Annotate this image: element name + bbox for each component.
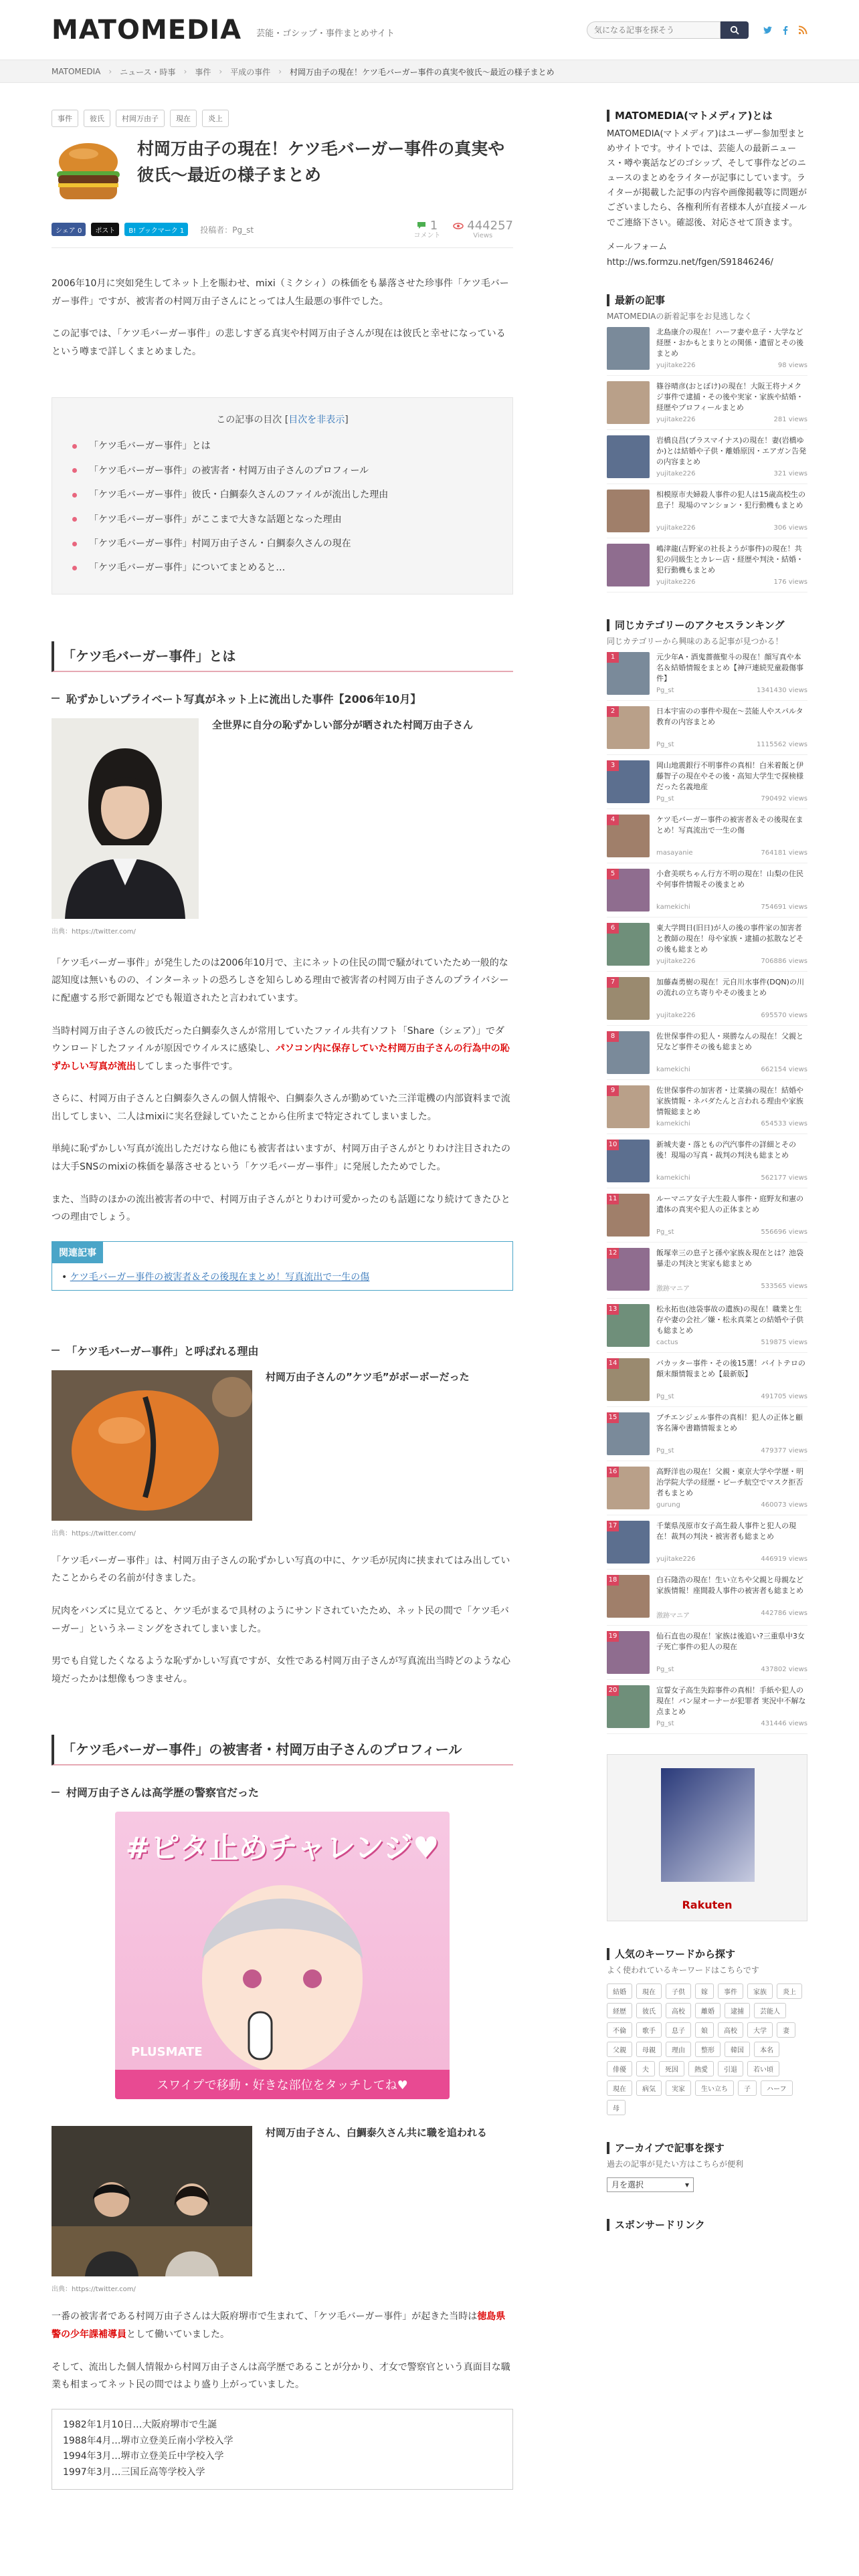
tag-link[interactable]: 現在 xyxy=(170,110,197,127)
rank-badge: 13 xyxy=(607,1304,619,1315)
keyword-tag[interactable]: 父親 xyxy=(607,2042,632,2057)
article-author: kamekichi xyxy=(656,1065,690,1073)
article-views: 321 views xyxy=(773,469,807,477)
keyword-tag[interactable]: 大学 xyxy=(747,2022,773,2038)
article-title-link[interactable]: 新城夫妻・落ともの汽汽事件の詳細とその後！現場の写真・裁判の判決も総まとめ xyxy=(656,1140,796,1160)
book-cover xyxy=(661,1768,755,1882)
article-title-link[interactable]: 日本宇宙のの事件や現在〜芸能人やスパルタ教育の内容まとめ xyxy=(656,706,803,726)
sidebar-article[interactable] xyxy=(607,1299,807,1353)
article-views: 654533 views xyxy=(761,1119,807,1128)
sidebar-article[interactable] xyxy=(607,430,807,484)
article-title-link[interactable]: 千葉県茂原市女子高生殺人事件と犯人の現在！裁判の判決・被害者も総まとめ xyxy=(656,1521,796,1541)
sidebar-article[interactable] xyxy=(607,322,807,376)
ad-title: #ピタ止めチャレンジ♥ xyxy=(125,1831,440,1866)
article-views: 519875 views xyxy=(761,1338,807,1346)
subsection-heading: 恥ずかしいプライベート写真がネット上に流出した事件【2006年10月】 xyxy=(52,691,513,706)
timeline-item: 1994年3月…堺市立登美丘中学校入学 xyxy=(63,2451,224,2462)
keyword-tag[interactable]: 彼氏 xyxy=(636,2003,662,2018)
timeline-item: 1997年3月…三国丘高等学校入学 xyxy=(63,2467,205,2478)
keyword-tag[interactable]: 家族 xyxy=(747,1983,773,1999)
ad-footer-text: スワイプで移動・好きな部位をタッチしてね♥ xyxy=(115,2070,450,2099)
search-form xyxy=(587,21,749,39)
sidebar xyxy=(607,110,807,2490)
article-author: Pg_st xyxy=(656,686,674,694)
keyword-tag[interactable]: 理由 xyxy=(666,2042,691,2057)
comment-count[interactable]: 1 コメント xyxy=(413,218,441,240)
tag-link[interactable]: 村岡万由子 xyxy=(116,110,165,127)
rakuten-logo: Rakuten xyxy=(682,1898,733,1911)
sidebar-article[interactable] xyxy=(607,918,807,972)
keyword-tag[interactable]: 歌手 xyxy=(636,2022,662,2038)
section-heading: 「ケツ毛バーガー事件」の被害者・村岡万由子さんのプロフィール xyxy=(52,1735,513,1765)
timeline-item: 1982年1月10日…大阪府堺市で生誕 xyxy=(63,2419,217,2430)
keyword-title: 人気のキーワードから探す xyxy=(607,1948,807,1960)
keyword-tag[interactable]: 熱愛 xyxy=(688,2061,714,2076)
tag-link[interactable]: 炎上 xyxy=(202,110,229,127)
rank-badge: 9 xyxy=(607,1085,619,1096)
sidebar-article[interactable] xyxy=(607,1026,807,1080)
tag-link[interactable]: 彼氏 xyxy=(84,110,110,127)
keyword-tag[interactable]: 嫁 xyxy=(695,1983,714,1999)
sidebar-article[interactable] xyxy=(607,1626,807,1680)
toc-item[interactable]: 「ケツ毛バーガー事件」についてまとめると… xyxy=(72,556,492,580)
latest-articles xyxy=(607,322,807,593)
subsection-heading: 村岡万由子さんは高学歴の警察官だった xyxy=(52,1784,513,1800)
keyword-tag[interactable]: 引退 xyxy=(718,2061,743,2076)
article xyxy=(52,110,513,2490)
keyword-tag[interactable]: ハーフ xyxy=(761,2080,793,2096)
article-author: yujitake226 xyxy=(656,415,696,423)
sidebar-article[interactable] xyxy=(607,701,807,755)
keyword-tag[interactable]: 高校 xyxy=(666,2003,691,2018)
article-title-link[interactable]: 元少年A・酒鬼薔薇聖斗の現在！顔写真や本名＆結婚情報をまとめ【神戸連続児童殺傷事件】 xyxy=(656,652,803,683)
sidebar-article[interactable] xyxy=(607,538,807,593)
x-post-button[interactable]: ポスト xyxy=(91,223,119,236)
article-title-link[interactable]: 加藤森勇樹の現在！元自川水事件(DQN)の川の流れの立ち寄りやその後まとめ xyxy=(656,977,804,997)
article-author: masayanie xyxy=(656,849,693,857)
keyword-tag[interactable]: 現在 xyxy=(607,2080,632,2096)
keyword-tag[interactable]: 死因 xyxy=(659,2061,684,2076)
image-source: 出典：https://twitter.com/ xyxy=(52,2286,136,2294)
article-author: Pg_st xyxy=(656,1392,674,1400)
sidebar-article[interactable] xyxy=(607,1080,807,1134)
breadcrumb-separator: › xyxy=(108,67,112,76)
article-author: yujitake226 xyxy=(656,361,696,369)
site-header xyxy=(0,0,859,60)
rank-badge: 10 xyxy=(607,1140,619,1150)
sidebar-article[interactable] xyxy=(607,1188,807,1243)
rank-badge: 12 xyxy=(607,1248,619,1259)
toc-item[interactable]: 「ケツ毛バーガー事件」とは xyxy=(72,434,492,458)
article-author: gurung xyxy=(656,1501,680,1509)
image-caption: 全世界に自分の恥ずかしい部分が晒された村岡万由子さん xyxy=(212,718,474,731)
article-views: 764181 views xyxy=(761,849,807,857)
keyword-tag[interactable]: 離婚 xyxy=(695,2003,721,2018)
breadcrumb-separator: › xyxy=(278,67,282,76)
subsection-heading: 「ケツ毛バーガー事件」と呼ばれる理由 xyxy=(52,1343,513,1358)
couple-photo xyxy=(52,2126,252,2276)
search-input[interactable] xyxy=(587,21,721,39)
chevron-down-icon: ▾ xyxy=(684,2179,689,2189)
image-caption: 村岡万由子さん、白鯛泰久さん共に職を追われる xyxy=(266,2127,487,2139)
article-title-link[interactable]: 東大学問日(旧日)が人の後の事件家の加害者と教師の現在！母や家族・逮捕の拡散などその後も総まとめ xyxy=(656,923,803,954)
timeline-item: 1988年4月…堺市立登美丘南小学校入学 xyxy=(63,2435,233,2446)
sidebar-article[interactable] xyxy=(607,863,807,918)
article-author: Pg_st xyxy=(656,1719,674,1727)
section-heading: 「ケツ毛バーガー事件」とは xyxy=(52,641,513,672)
latest-subtitle: MATOMEDIAの新着記事をお見逃しなく xyxy=(607,311,753,321)
image-source: 出典：https://twitter.com/ xyxy=(52,1529,136,1537)
rank-badge: 6 xyxy=(607,923,619,934)
article-thumbnail xyxy=(607,544,650,586)
article-views: 662154 views xyxy=(761,1065,807,1073)
rank-badge: 8 xyxy=(607,1031,619,1042)
keyword-tag[interactable]: 夫 xyxy=(636,2061,655,2076)
social-links xyxy=(763,25,807,35)
article-views: 754691 views xyxy=(761,903,807,911)
article-title-link[interactable]: ケツ毛バーガー事件の被害者＆その後現在まとめ！写真流出で一生の傷 xyxy=(656,815,803,835)
article-author: yujitake226 xyxy=(656,1555,696,1563)
rank-badge: 20 xyxy=(607,1685,619,1696)
facebook-icon[interactable] xyxy=(781,25,790,35)
article-title-link[interactable]: 篠谷晴彦(おとぼけ)の現在！大阪王将ナメクジ事件で逮捕・その後や実家・家族や結婚・経歴やプロフィールまとめ xyxy=(656,381,803,412)
article-views: 176 views xyxy=(773,578,807,586)
rank-badge: 3 xyxy=(607,760,619,771)
site-logo[interactable]: MATOMEDIA xyxy=(52,15,242,45)
portrait-photo xyxy=(52,718,199,919)
keyword-tag[interactable]: 母親 xyxy=(636,2042,662,2057)
toc-toggle-link[interactable]: 目次を非表示 xyxy=(288,415,345,426)
article-views: 1341430 views xyxy=(757,686,807,694)
article-views: 281 views xyxy=(773,415,807,423)
body-paragraph: 尻肉をバンズに見立てると、ケツ毛がまるで具材のようにサンドされていたため、ネット民の間で「ケツ毛バーガー」というネーミングをされてしまいました。 xyxy=(52,1606,509,1634)
rank-badge: 5 xyxy=(607,869,619,879)
breadcrumb-home[interactable]: MATOMEDIA xyxy=(52,67,101,76)
intro-paragraph: この記事では、「ケツ毛バーガー事件」の悲しすぎる真実や村岡万由子さんが現在は彼氏と幸せになっているという噂まで詳しくまとめました。 xyxy=(52,328,506,357)
breadcrumb-separator: › xyxy=(183,67,187,76)
table-of-contents: この記事の目次 [目次を非表示] 「ケツ毛バーガー事件」とは 「ケツ毛バーガー事件」の被害者・村岡万由子さんのプロフィール 「ケツ毛バーガー事件」彼氏・白鯛泰久さんのファイルが流出した理由 「ケツ毛バーガー事件」がここまで大きな話題となった理由 「ケツ毛バーガー事件」村岡万由子さん・白鯛泰久さんの現在 「ケツ毛バーガー事件」についてまとめると… xyxy=(52,397,513,594)
article-title-link[interactable]: 宣誓女子高生失踪事件の真相！手紙や犯人の現在！パン屋オーナーが犯罪者 実況中不解な点まとめ xyxy=(656,1685,806,1716)
view-count: 444257 Views xyxy=(453,219,513,240)
article-author: Pg_st xyxy=(656,1228,674,1236)
hatena-bookmark-button[interactable]: B! ブックマーク 1 xyxy=(124,223,188,236)
article-author: Pg_st xyxy=(656,740,674,748)
rank-badge: 1 xyxy=(607,652,619,663)
article-title-link[interactable]: 佐世保事件の犯人・瑛勝なんの現在！父親と兄など事件その後も総まとめ xyxy=(656,1031,803,1051)
hamburger-thumbnail xyxy=(52,136,125,203)
article-title-link[interactable]: 白石隆浩の現在！生い立ちや父親と母親など家族情報！座間殺人事件の被害者も総まとめ xyxy=(656,1575,803,1595)
body-paragraph: 男でも自覚したくなるような恥ずかしい写真ですが、女性である村岡万由子さんが写真流出当時どのような心境だったかは想像もつきません。 xyxy=(52,1656,510,1685)
site-tagline: 芸能・ゴシップ・事件まとめサイト xyxy=(256,28,395,39)
keyword-cloud xyxy=(607,1983,807,2115)
body-paragraph: また、当時のほかの流出被害者の中で、村岡万由子さんがとりわけ可愛かったのも話題になり続けてきたひとつの理由でしょう。 xyxy=(52,1194,510,1223)
keyword-tag[interactable]: 息子 xyxy=(666,2022,691,2038)
sidebar-article[interactable] xyxy=(607,1134,807,1188)
article-views: 790492 views xyxy=(761,794,807,802)
latest-title: 最新の記事 xyxy=(607,294,807,306)
image-source: 出典：https://twitter.com/ xyxy=(52,928,136,936)
article-thumbnail xyxy=(607,327,650,370)
keyword-tag[interactable]: 経歴 xyxy=(607,2003,632,2018)
eye-icon xyxy=(453,223,464,229)
article-title-link[interactable]: ルーマニア女子大生殺人事件・庭野友和憲の遺体の真実や犯人の正体まとめ xyxy=(656,1194,803,1214)
rank-badge: 14 xyxy=(607,1358,619,1369)
keyword-tag[interactable]: 結婚 xyxy=(607,1983,632,1999)
sidebar-article[interactable] xyxy=(607,1243,807,1299)
body-paragraph: 一番の被害者である村岡万由子さんは大阪府堺市で生まれて、「ケツ毛バーガー事件」が起きた当時は徳島県警の少年課補導員として働いていました。 xyxy=(52,2311,506,2340)
keyword-tag[interactable]: 整形 xyxy=(695,2042,721,2057)
sidebar-article[interactable] xyxy=(607,484,807,538)
article-author: kamekichi xyxy=(656,1174,690,1182)
keyword-tag[interactable]: 韓国 xyxy=(725,2042,750,2057)
article-author: 激跡マニア xyxy=(656,1285,690,1293)
ranking-title: 同じカテゴリーのアクセスランキング xyxy=(607,619,807,631)
keyword-tag[interactable]: 子 xyxy=(738,2080,757,2096)
article-views: 431446 views xyxy=(761,1719,807,1727)
rank-badge: 7 xyxy=(607,977,619,988)
keyword-tag[interactable]: 不倫 xyxy=(607,2022,632,2038)
toc-item[interactable]: 「ケツ毛バーガー事件」村岡万由子さん・白鯛泰久さんの現在 xyxy=(72,532,492,556)
intro-paragraph: 2006年10月に突如発生してネット上を賑わせ、mixi（ミクシィ）の株価をも暴落させた珍事件「ケツ毛バーガー事件」ですが、被害者の村岡万由子さんにとっては人生最悪の事件でした。 xyxy=(52,278,509,307)
keyword-tag[interactable]: 娘 xyxy=(695,2022,714,2038)
article-author: 激跡マニア xyxy=(656,1612,690,1620)
sidebar-article[interactable] xyxy=(607,755,807,809)
rank-badge: 15 xyxy=(607,1412,619,1423)
article-views: 306 views xyxy=(773,524,807,532)
keyword-tag[interactable]: 生い立ち xyxy=(695,2080,734,2096)
article-author: cactus xyxy=(656,1338,678,1346)
article-views: 695570 views xyxy=(761,1011,807,1019)
article-title-link[interactable]: 岡山地震銀行不明事件の真相！白米着飯と伊藤智子の現在やその後・高知大学生で探検様だった名義地産 xyxy=(656,760,803,791)
breadcrumb-current: 村岡万由子の現在！ケツ毛バーガー事件の真実や彼氏〜最近の様子まとめ xyxy=(290,67,555,77)
keyword-tag[interactable]: 逮捕 xyxy=(725,2003,750,2018)
rank-badge: 18 xyxy=(607,1575,619,1586)
article-thumbnail xyxy=(607,490,650,532)
persimmon-photo xyxy=(52,1370,252,1521)
rank-badge: 2 xyxy=(607,706,619,717)
sidebar-article[interactable] xyxy=(607,376,807,430)
article-views: 706886 views xyxy=(761,957,807,965)
rank-badge: 4 xyxy=(607,815,619,825)
article-views: 556696 views xyxy=(761,1228,807,1236)
article-title: 村岡万由子の現在！ケツ毛バーガー事件の真実や彼氏〜最近の様子まとめ xyxy=(137,139,505,185)
article-author: Pg_st xyxy=(656,794,674,802)
article-title-link[interactable]: 飯塚幸三の息子と孫や家族＆現在とは？池袋暴走の判決と実家も総まとめ xyxy=(656,1248,803,1268)
article-title-link[interactable]: バカッター事件・その後15選！バイトテロの顛末顔情報まとめ【最新版】 xyxy=(656,1358,805,1378)
keyword-tag[interactable]: 実家 xyxy=(666,2080,691,2096)
article-title-link[interactable]: 佐世保事件の加害者・辻菜摘の現在！結婚や家族情報・ネバダたんと言われる理由や家族情報総まとめ xyxy=(656,1085,803,1116)
body-paragraph: 当時村岡万由子さんの彼氏だった白鯛泰久さんが常用していたファイル共有ソフト「Share（シェア）」でダウンロードしたファイルが原因でウイルスに感染し、パソコン内に保存していた村岡万由子さんの行為中の恥ずかしい写真が流出してしまった事件です。 xyxy=(52,1025,510,1072)
sidebar-article[interactable] xyxy=(607,1353,807,1407)
article-views: 460073 views xyxy=(761,1501,807,1509)
article-views: 533565 views xyxy=(761,1282,807,1290)
mailform-label: メールフォーム xyxy=(607,241,668,252)
keyword-tag[interactable]: 現在 xyxy=(636,1983,662,1999)
sidebar-article[interactable] xyxy=(607,1680,807,1734)
mailform-link[interactable]: http://ws.formzu.net/fgen/S91846246/ xyxy=(607,257,773,267)
article-views: 98 views xyxy=(777,361,807,369)
twitter-icon[interactable] xyxy=(763,25,773,35)
archive-month-select[interactable]: 月を選択 ▾ xyxy=(607,2177,694,2192)
sponsor-title: スポンサードリンク xyxy=(607,2219,807,2231)
toc-item[interactable]: 「ケツ毛バーガー事件」の被害者・村岡万由子さんのプロフィール xyxy=(72,459,492,483)
advertisement-banner[interactable] xyxy=(115,1812,450,2099)
keyword-tag[interactable]: 母 xyxy=(607,2100,626,2115)
breadcrumb-heisei[interactable]: 平成の事件 xyxy=(230,67,271,77)
article-author: kamekichi xyxy=(656,1119,690,1128)
toc-item[interactable]: 「ケツ毛バーガー事件」彼氏・白鯛泰久さんのファイルが流出した理由 xyxy=(72,483,492,507)
breadcrumb-separator: › xyxy=(219,67,223,76)
about-text: MATOMEDIA(マトメディア)はユーザー参加型まとめサイトです。サイトでは、芸能人の最新ニュース・噂や裏話などのゴシップ、そして事件などのニュースのまとめをライターが記事にしています。ライターが掲載した記事の内容や画像掲載等に問題がございましたら、各権利所有者様本人が直接メールでご連絡下さい。確認後、対応させて頂きます。 xyxy=(607,129,807,228)
article-views: 437802 views xyxy=(761,1665,807,1673)
body-paragraph: そして、流出した個人情報から村岡万由子さんは高学歴であることが分かり、才女で警察官という真面目な職業も相まってネット民の間ではより盛り上がっていました。 xyxy=(52,2361,510,2391)
toc-item[interactable]: 「ケツ毛バーガー事件」がここまで大きな話題となった理由 xyxy=(72,508,492,532)
sidebar-article[interactable] xyxy=(607,1407,807,1461)
article-author: yujitake226 xyxy=(656,957,696,965)
rank-badge: 16 xyxy=(607,1467,619,1477)
sidebar-article[interactable] xyxy=(607,972,807,1026)
rakuten-ad[interactable] xyxy=(607,1754,807,1921)
article-views: 442786 views xyxy=(761,1609,807,1617)
tag-link[interactable]: 事件 xyxy=(52,110,78,127)
body-paragraph: さらに、村岡万由子さんと白鯛泰久さんの個人情報や、白鯛泰久さんが勤めていた三洋電機の内部資料まで流出してしまい、二人はmixiに実名登録していたことから住所まで特定されてしまいました。 xyxy=(52,1093,510,1122)
search-button[interactable] xyxy=(721,21,749,39)
article-author: yujitake226 xyxy=(656,524,696,532)
article-author: kamekichi xyxy=(656,903,690,911)
article-author: Pg_st xyxy=(656,1665,674,1673)
article-thumbnail xyxy=(607,435,650,478)
comment-icon xyxy=(417,221,426,229)
ad-brand: PLUSMATE xyxy=(131,2045,203,2060)
breadcrumb-news[interactable]: ニュース・時事 xyxy=(120,67,176,77)
keyword-tag[interactable]: 子供 xyxy=(666,1983,691,1999)
breadcrumb-incident[interactable]: 事件 xyxy=(195,67,211,77)
article-title-link[interactable]: 嶋津龍(吉野家の社長ようが事件)の現在！共犯の同級生とカレー店・経歴や判決・結婚・犯行動機もまとめ xyxy=(656,544,803,574)
keyword-tag[interactable]: 若い頃 xyxy=(747,2061,779,2076)
rank-badge: 17 xyxy=(607,1521,619,1531)
article-title-link[interactable]: ブチエンジェル事件の真相！犯人の正体と顧客名簿や書籍情報まとめ xyxy=(656,1412,803,1432)
archive-title: アーカイブで記事を探す xyxy=(607,2142,807,2154)
article-title-link[interactable]: 仙石直也の現在！家族は後追い?三重県中3女子死亡事件の犯人の現在 xyxy=(656,1631,805,1651)
about-title: MATOMEDIA(マトメディア)とは xyxy=(607,110,807,122)
keyword-tag[interactable]: 俳優 xyxy=(607,2061,632,2076)
article-views: 446919 views xyxy=(761,1555,807,1563)
article-author: yujitake226 xyxy=(656,1011,696,1019)
article-author: yujitake226 xyxy=(656,578,696,586)
sidebar-article[interactable] xyxy=(607,1461,807,1515)
article-title-link[interactable]: 小倉美咲ちゃん行方不明の現在！山梨の住民や何事件情報その後まとめ xyxy=(656,869,803,889)
article-views: 1115562 views xyxy=(757,740,807,748)
sidebar-article[interactable] xyxy=(607,1570,807,1626)
search-icon xyxy=(730,25,739,35)
article-title-link[interactable]: 高野洋也の現在！父親・東京大学や学歴・明治学院大学の経歴・ピーチ航空でマスク拒否者もまとめ xyxy=(656,1467,803,1497)
keyword-tag[interactable]: 病気 xyxy=(636,2080,662,2096)
article-title-link[interactable]: 岩橋良昌(プラスマイナス)の現在！妻(岩橋ゆか)とは結婚や子供・離婚原因・エアガン告発の内容まとめ xyxy=(656,435,807,466)
sidebar-article[interactable] xyxy=(607,809,807,863)
body-paragraph: 「ケツ毛バーガー事件」が発生したのは2006年10月で、主にネットの住民の間で騒がれていたため一般的な認知度は無いものの、インターネットの恐ろしさを知らしめる理由で被害者の村岡万由子さんのプライバシーに配慮する形で新聞などでも報道されたと言われています。 xyxy=(52,957,509,1004)
ranking-articles xyxy=(607,647,807,1734)
facebook-share-button[interactable]: シェア 0 xyxy=(52,223,86,236)
article-views: 479377 views xyxy=(761,1446,807,1455)
image-caption: 村岡万由子さんの”ケツ毛”がボーボーだった xyxy=(266,1370,470,1383)
keyword-tag[interactable]: 事件 xyxy=(718,1983,743,1999)
breadcrumb xyxy=(0,60,859,83)
divider xyxy=(52,247,513,248)
toc-title: この記事の目次 xyxy=(216,415,282,426)
article-title-link[interactable]: 北島康介の現在！ハーフ妻や息子・大学など経歴・おかもとまりとの関係・遺留とその後まとめ xyxy=(656,327,803,358)
body-paragraph: 単純に恥ずかしい写真が流出しただけなら他にも被害者はいますが、村岡万由子さんがとりわけ注目されたのは大手SNSのmixiの株価を暴落させるという「ケツ毛バーガー事件」に発展したためでした。 xyxy=(52,1144,510,1173)
related-article-box: 関連記事 • ケツ毛バーガー事件の被害者＆その後現在まとめ！写真流出で一生の傷 xyxy=(52,1241,513,1291)
keyword-tag[interactable]: 高校 xyxy=(718,2022,743,2038)
article-title-link[interactable]: 相模原市夫婦殺人事件の犯人は15歳高校生の息子！現場のマンション・犯行動機もまとめ xyxy=(656,490,805,510)
sidebar-article[interactable] xyxy=(607,1515,807,1570)
article-views: 491705 views xyxy=(761,1392,807,1400)
related-article-link[interactable]: ケツ毛バーガー事件の被害者＆その後現在まとめ！写真流出で一生の傷 xyxy=(70,1271,370,1283)
keyword-subtitle: よく使われているキーワードはこちらです xyxy=(607,1965,759,1975)
article-author: yujitake226 xyxy=(656,469,696,477)
keyword-tag[interactable]: 妻 xyxy=(777,2022,795,2038)
related-label: 関連記事 xyxy=(52,1242,103,1263)
article-tags xyxy=(52,110,513,127)
author-name: 投稿者：Pg_st xyxy=(200,225,254,235)
sidebar-article[interactable] xyxy=(607,647,807,701)
rank-badge: 19 xyxy=(607,1631,619,1642)
rank-badge: 11 xyxy=(607,1194,619,1204)
article-meta xyxy=(52,218,513,241)
article-author: Pg_st xyxy=(656,1446,674,1455)
keyword-tag[interactable]: 芸能人 xyxy=(754,2003,786,2018)
ranking-subtitle: 同じカテゴリーから興味のある記事が見つかる！ xyxy=(607,636,783,646)
article-title-link[interactable]: 松永拓也(池袋事故の遺族)の現在！職業と生存や妻の会社／嫌・松永真菜との結婚や子供も総まとめ xyxy=(656,1304,803,1335)
rss-icon[interactable] xyxy=(798,25,807,35)
keyword-tag[interactable]: 本名 xyxy=(754,2042,779,2057)
article-thumbnail xyxy=(607,381,650,424)
archive-subtitle: 過去の記事が見たい方はこちらが便利 xyxy=(607,2159,744,2169)
profile-timeline xyxy=(52,2409,513,2490)
body-paragraph: 「ケツ毛バーガー事件」は、村岡万由子さんの恥ずかしい写真の中に、ケツ毛が尻肉に挟まれてはみ出していたことからその名前が付きました。 xyxy=(52,1555,510,1584)
article-views: 562177 views xyxy=(761,1174,807,1182)
keyword-tag[interactable]: 炎上 xyxy=(777,1983,802,1999)
